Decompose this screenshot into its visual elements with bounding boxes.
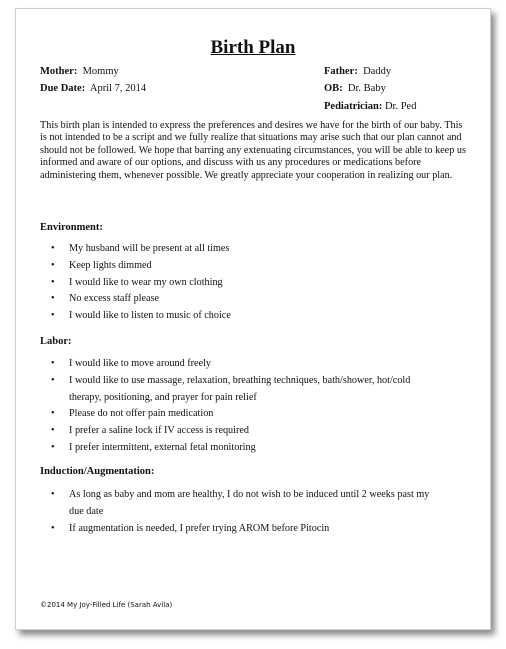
due-date-label: Due Date: [40, 83, 86, 94]
father-field [324, 66, 391, 77]
list-item: • I prefer a saline lock if IV access is required [40, 423, 444, 440]
list-item: • I would like to listen to music of choice [40, 308, 470, 325]
ob-label: OB: [324, 83, 343, 94]
induction-list [40, 487, 444, 537]
pediatrician-field [324, 101, 416, 112]
list-item: • If augmentation is needed, I prefer trying AROM before Pitocin [40, 521, 444, 538]
section-title-induction: Induction/Augmentation: [40, 466, 155, 477]
list-item: • I would like to use massage, relaxation, breathing techniques, bath/shower, hot/cold therapy, positioning, and prayer for pain relief [40, 373, 444, 407]
list-item: • As long as baby and mom are healthy, I do not wish to be induced until 2 weeks past my due date [40, 487, 444, 521]
father-label: Father: [324, 66, 358, 77]
ob-field [324, 83, 386, 94]
list-item: • Keep lights dimmed [40, 258, 470, 275]
pediatrician-value: Dr. Ped [384, 101, 417, 112]
ob-value: Dr. Baby [347, 83, 386, 94]
environment-list [40, 241, 470, 325]
list-item: • I would like to move around freely [40, 356, 444, 373]
list-item: • I would like to wear my own clothing [40, 275, 470, 292]
due-date-value: April 7, 2014 [89, 83, 147, 94]
mother-label: Mother: [40, 66, 78, 77]
list-item: • Please do not offer pain medication [40, 406, 444, 423]
list-item: • I prefer intermittent, external fetal monitoring [40, 440, 444, 457]
document-page [15, 8, 491, 630]
father-value: Daddy [363, 66, 392, 77]
mother-field [40, 66, 119, 77]
copyright-footer: ©2014 My Joy-Filled Life (Sarah Avila) [40, 601, 173, 609]
list-item: • My husband will be present at all times [40, 241, 470, 258]
labor-list [40, 356, 444, 457]
due-date-field [40, 83, 146, 94]
mother-value: Mommy [82, 66, 119, 77]
page-title: Birth Plan [210, 37, 296, 58]
list-item: • No excess staff please [40, 291, 470, 308]
section-title-labor: Labor: [40, 336, 72, 347]
pediatrician-label: Pediatrician: [324, 101, 383, 112]
section-title-environment: Environment: [40, 222, 103, 233]
intro-paragraph: This birth plan is intended to express the preferences and desires we have for the birth of our baby. This is not intended to be a script and we fully realize that situations may arise such that our plan cannot and should not be followed. We hope that barring any extenuating circumstances, you will be able to keep us informed and aware of our options, and discuss with us any procedures or medications before administering them, whenever possible. We greatly appreciate your cooperation in realizing our plan. [40, 120, 466, 181]
